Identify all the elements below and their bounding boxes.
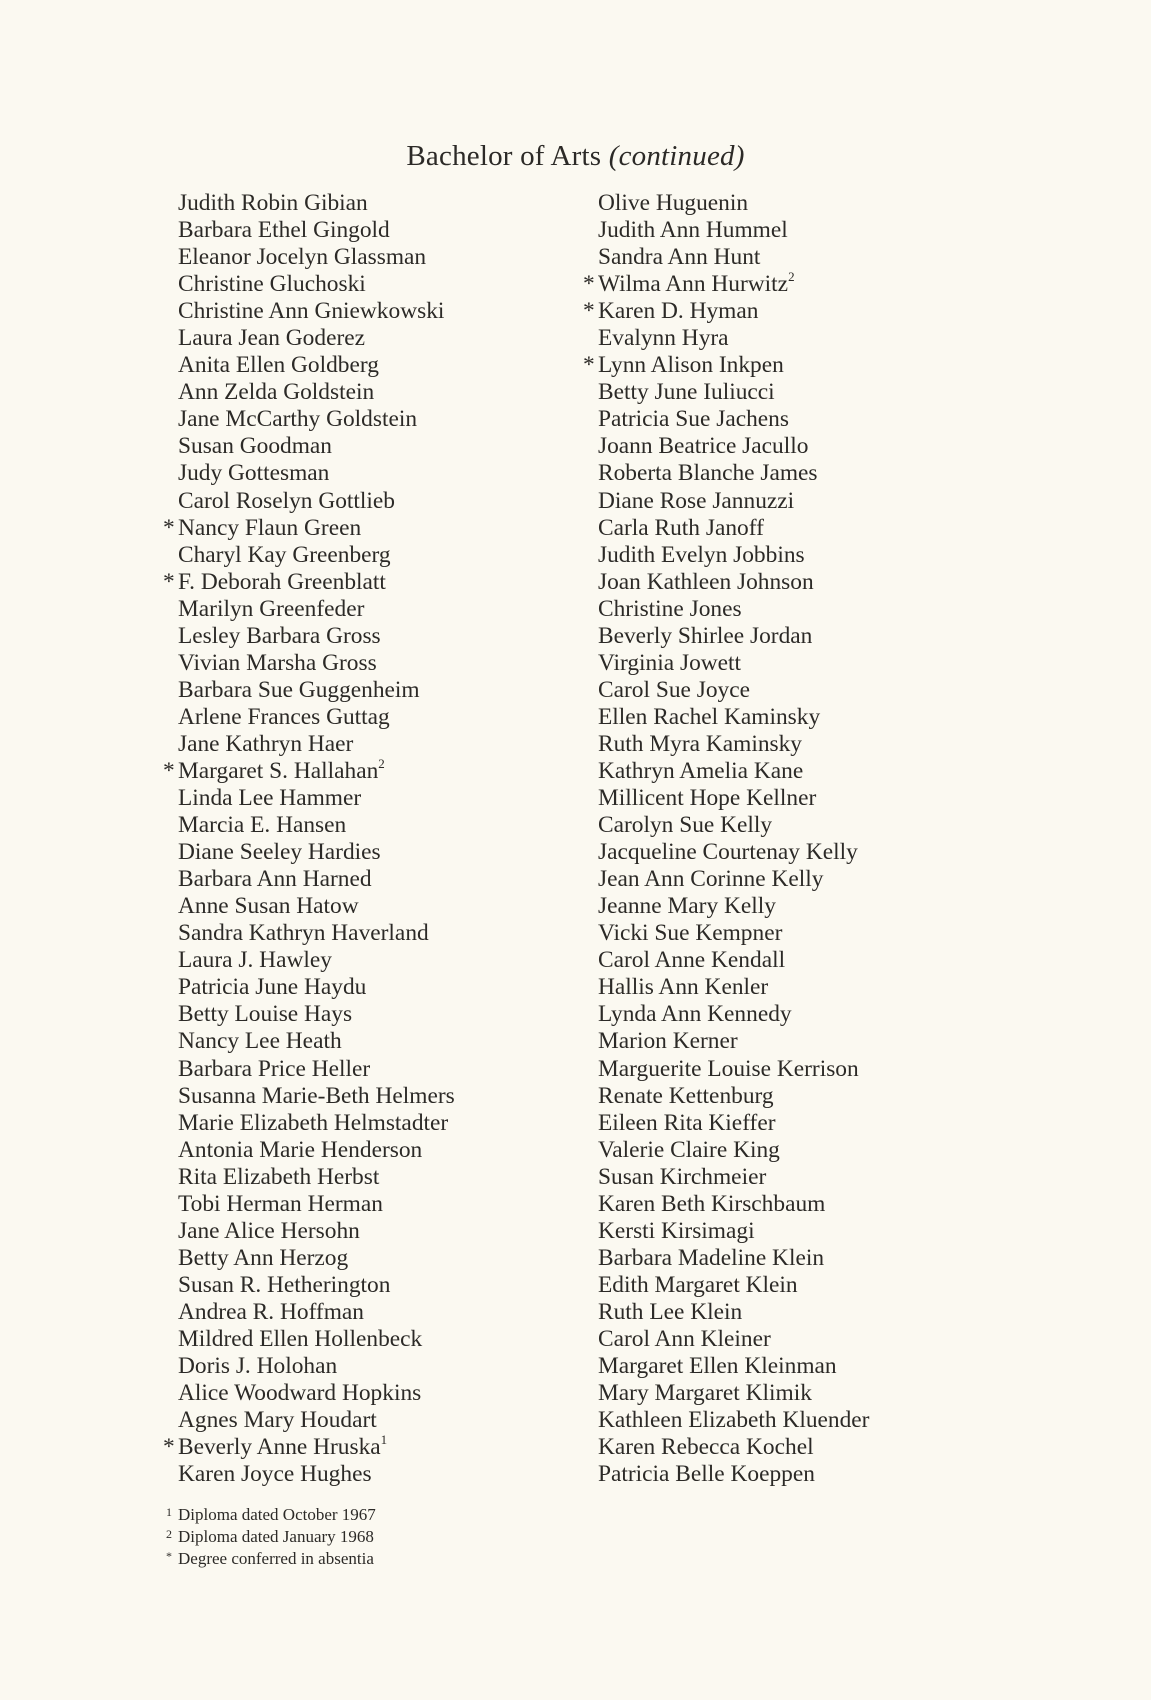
graduate-name-text: Carol Ann Kleiner: [598, 1325, 771, 1352]
graduate-name-text: Sandra Ann Hunt: [598, 244, 761, 271]
graduate-name-text: Vivian Marsha Gross: [178, 649, 377, 676]
graduate-name: [178, 1001, 455, 1028]
graduate-name-text: Patricia June Haydu: [178, 974, 367, 1001]
graduate-name: [178, 488, 455, 515]
footnote-text: Degree conferred in absentia: [178, 1549, 374, 1568]
graduate-name-text: Ruth Myra Kaminsky: [598, 730, 803, 757]
graduate-name: [178, 731, 455, 758]
graduate-name: [598, 596, 869, 623]
graduate-name: [598, 1353, 869, 1380]
graduate-name: [598, 515, 869, 542]
graduate-name: [178, 1056, 455, 1083]
graduate-name: [178, 623, 455, 650]
absentia-mark: *: [163, 514, 175, 541]
graduate-name-text: Edith Margaret Klein: [598, 1271, 798, 1298]
graduate-name-text: Betty Ann Herzog: [178, 1244, 349, 1271]
graduate-name-text: Patricia Sue Jachens: [598, 406, 789, 433]
graduate-name: [598, 217, 869, 244]
footnote-text: Diploma dated January 1968: [178, 1527, 374, 1546]
graduate-name: [598, 1218, 869, 1245]
page-heading: [0, 138, 1151, 174]
graduate-name: [598, 785, 869, 812]
graduate-name: [598, 1056, 869, 1083]
graduate-name: [178, 812, 455, 839]
graduate-name: [598, 920, 869, 947]
graduate-name-text: Margaret Ellen Kleinman: [598, 1353, 837, 1380]
graduate-name-text: Virginia Jowett: [598, 649, 742, 676]
graduate-name-text: Marilyn Greenfeder: [178, 595, 365, 622]
graduate-name-text: Eileen Rita Kieffer: [598, 1109, 776, 1136]
graduate-name: [598, 190, 869, 217]
graduate-name-text: Vicki Sue Kempner: [598, 920, 783, 947]
absentia-mark: *: [583, 271, 595, 298]
graduate-name: [583, 298, 869, 325]
graduate-name-text: Sandra Kathryn Haverland: [178, 920, 429, 947]
graduate-name-text: Judith Ann Hummel: [598, 217, 788, 244]
graduate-name-text: Diane Rose Jannuzzi: [598, 487, 795, 514]
graduate-name: [598, 866, 869, 893]
graduate-name-text: Marie Elizabeth Helmstadter: [178, 1109, 449, 1136]
graduate-name-text: Carol Anne Kendall: [598, 947, 786, 974]
graduate-name-text: Judy Gottesman: [178, 460, 330, 487]
graduate-name: [598, 488, 869, 515]
graduate-name: [598, 974, 869, 1001]
graduate-name: [178, 1218, 455, 1245]
graduate-name-text: Alice Woodward Hopkins: [178, 1380, 422, 1407]
graduate-name-text: Charyl Kay Greenberg: [178, 541, 391, 568]
graduate-name: [598, 893, 869, 920]
graduate-name: [598, 1164, 869, 1191]
graduate-name: [598, 1461, 869, 1488]
graduate-name-text: Mary Margaret Klimik: [598, 1380, 812, 1407]
graduate-name-text: Ruth Lee Klein: [598, 1298, 743, 1325]
graduate-name: [598, 542, 869, 569]
graduate-name-text: Arlene Frances Guttag: [178, 703, 390, 730]
absentia-mark: *: [583, 352, 595, 379]
graduate-name: [598, 650, 869, 677]
graduate-name: [178, 1164, 455, 1191]
graduate-name-text: Kathleen Elizabeth Kluender: [598, 1407, 870, 1434]
graduate-name: [178, 325, 455, 352]
graduate-name-text: Nancy Lee Heath: [178, 1028, 342, 1055]
graduate-name-text: Karen D. Hyman: [598, 298, 759, 325]
graduate-name-text: Karen Joyce Hughes: [178, 1461, 372, 1488]
graduate-name: [598, 1272, 869, 1299]
graduate-name-text: Marcia E. Hansen: [178, 812, 347, 839]
graduate-name-text: Susan R. Hetherington: [178, 1271, 391, 1298]
graduate-name: [178, 1461, 455, 1488]
graduate-name-text: Renate Kettenburg: [598, 1082, 774, 1109]
graduate-name: [178, 1380, 455, 1407]
graduate-name: [598, 325, 869, 352]
graduate-name: [598, 731, 869, 758]
graduate-name-text: Mildred Ellen Hollenbeck: [178, 1325, 423, 1352]
graduate-name-text: Lynda Ann Kennedy: [598, 1001, 792, 1028]
graduate-name-text: Susan Kirchmeier: [598, 1163, 767, 1190]
graduate-name: [598, 1137, 869, 1164]
graduate-name-text: Karen Beth Kirschbaum: [598, 1190, 826, 1217]
graduate-name-text: Valerie Claire King: [598, 1136, 780, 1163]
graduate-name: [178, 1299, 455, 1326]
graduate-name: [583, 269, 869, 298]
graduate-name-text: Judith Robin Gibian: [178, 190, 368, 216]
graduate-name-text: Carolyn Sue Kelly: [598, 812, 773, 839]
graduate-name: [178, 1137, 455, 1164]
names-column-right: [583, 190, 870, 1488]
graduate-name: [178, 704, 455, 731]
graduate-name-text: Laura J. Hawley: [178, 947, 332, 974]
graduate-name: [598, 1326, 869, 1353]
graduate-name-text: Kersti Kirsimagi: [598, 1217, 755, 1244]
graduate-name: [178, 298, 455, 325]
graduate-name: [178, 1028, 455, 1055]
graduate-name: [598, 1001, 869, 1028]
graduate-name: [598, 379, 869, 406]
graduate-name: [598, 677, 869, 704]
graduate-name: [598, 812, 869, 839]
graduate-name: [178, 542, 455, 569]
graduate-name-text: Jane Alice Hersohn: [178, 1217, 360, 1244]
graduate-name: [598, 244, 869, 271]
graduate-name: [178, 1191, 455, 1218]
graduate-name-text: Wilma Ann Hurwitz: [598, 271, 789, 298]
graduate-name: [163, 1432, 455, 1461]
graduate-name-text: Karen Rebecca Kochel: [598, 1434, 814, 1461]
graduate-name: [598, 758, 869, 785]
graduate-name-text: Beverly Anne Hruska: [178, 1434, 381, 1461]
graduate-name: [178, 866, 455, 893]
footnote: 2 Diploma dated January 1968: [166, 1527, 374, 1546]
graduate-name-text: Nancy Flaun Green: [178, 514, 362, 541]
graduate-name: [178, 1326, 455, 1353]
graduate-name-text: Carol Roselyn Gottlieb: [178, 487, 395, 514]
graduate-name-text: Ellen Rachel Kaminsky: [598, 703, 821, 730]
graduate-name: [598, 1407, 869, 1434]
graduate-name: [178, 217, 455, 244]
graduate-name: [178, 1407, 455, 1434]
graduate-name: [163, 514, 455, 542]
absentia-mark: *: [163, 568, 175, 595]
graduate-name-text: Jane Kathryn Haer: [178, 730, 354, 757]
graduate-name-text: Kathryn Amelia Kane: [598, 757, 804, 784]
graduate-name-text: Barbara Madeline Klein: [598, 1244, 825, 1271]
graduate-name-text: F. Deborah Greenblatt: [178, 568, 386, 595]
graduate-name-text: Roberta Blanche James: [598, 460, 818, 487]
graduate-name: [178, 1272, 455, 1299]
graduate-name-text: Jacqueline Courtenay Kelly: [598, 839, 858, 866]
graduate-name: [598, 1380, 869, 1407]
graduate-name: [178, 244, 455, 271]
graduate-name: [178, 1353, 455, 1380]
graduate-name-text: Antonia Marie Henderson: [178, 1136, 423, 1163]
graduate-name: [178, 596, 455, 623]
graduate-name-text: Betty Louise Hays: [178, 1001, 353, 1028]
graduate-name: [178, 974, 455, 1001]
graduate-name-text: Linda Lee Hammer: [178, 785, 362, 812]
graduate-name: [598, 569, 869, 596]
graduate-name-text: Andrea R. Hoffman: [178, 1298, 364, 1325]
graduate-name: [178, 839, 455, 866]
footnote-text: Diploma dated October 1967: [178, 1505, 376, 1524]
absentia-mark: *: [583, 298, 595, 325]
names-column-left: [163, 190, 455, 1488]
absentia-mark: *: [163, 1434, 175, 1461]
graduate-name-text: Carol Sue Joyce: [598, 676, 751, 703]
graduate-name: [178, 460, 455, 487]
graduate-name-text: Christine Jones: [598, 595, 742, 622]
graduate-name-text: Jeanne Mary Kelly: [598, 893, 776, 920]
graduate-name: [178, 1110, 455, 1137]
graduate-name: [178, 1245, 455, 1272]
graduate-name: [178, 190, 455, 217]
graduate-name: [178, 677, 455, 704]
graduate-name-text: Eleanor Jocelyn Glassman: [178, 244, 427, 271]
graduate-name: [598, 1083, 869, 1110]
heading-continued: (continued): [608, 140, 745, 172]
graduate-name-text: Anne Susan Hatow: [178, 893, 359, 920]
heading-title: Bachelor of Arts: [406, 140, 602, 172]
graduate-name: [178, 271, 455, 298]
graduate-name: [598, 1434, 869, 1461]
graduate-name-text: Jean Ann Corinne Kelly: [598, 866, 824, 893]
graduate-name-text: Ann Zelda Goldstein: [178, 379, 375, 406]
graduate-name-text: Marion Kerner: [598, 1028, 738, 1055]
graduate-name-text: Diane Seeley Hardies: [178, 839, 381, 866]
footnote: * Degree conferred in absentia: [166, 1549, 374, 1568]
graduate-name: [598, 406, 869, 433]
graduate-name-text: Lynn Alison Inkpen: [598, 352, 784, 379]
graduate-name-text: Carla Ruth Janoff: [598, 514, 764, 541]
graduate-name: [178, 785, 455, 812]
graduate-name-text: Barbara Sue Guggenheim: [178, 676, 420, 703]
graduate-name-text: Margaret S. Hallahan: [178, 757, 379, 784]
graduate-name-text: Agnes Mary Houdart: [178, 1407, 377, 1434]
graduate-name: [598, 1110, 869, 1137]
graduate-name-text: Lesley Barbara Gross: [178, 622, 381, 649]
graduate-name-text: Doris J. Holohan: [178, 1353, 338, 1380]
footnote-reference: 1: [380, 1432, 388, 1448]
graduate-name-text: Barbara Ann Harned: [178, 866, 372, 893]
graduate-name-text: Barbara Price Heller: [178, 1055, 371, 1082]
graduate-name: [598, 433, 869, 460]
graduate-name-text: Anita Ellen Goldberg: [178, 352, 379, 379]
graduate-name: [178, 893, 455, 920]
graduate-name-text: Hallis Ann Kenler: [598, 974, 769, 1001]
graduate-name: [178, 650, 455, 677]
footnote-reference: 2: [788, 269, 795, 285]
graduate-name-text: Rita Elizabeth Herbst: [178, 1163, 380, 1190]
graduate-name-text: Christine Gluchoski: [178, 271, 366, 298]
graduate-name-text: Susanna Marie-Beth Helmers: [178, 1082, 455, 1109]
graduate-name: [583, 352, 869, 379]
graduate-name-text: Joan Kathleen Johnson: [598, 568, 814, 595]
graduate-name: [598, 1028, 869, 1055]
graduate-name: [598, 704, 869, 731]
footnote-reference: 2: [378, 756, 385, 772]
absentia-mark: *: [163, 757, 175, 784]
graduate-name: [163, 756, 455, 785]
graduate-name: [598, 1245, 869, 1272]
graduate-name: [178, 947, 455, 974]
graduate-name-text: Barbara Ethel Gingold: [178, 217, 390, 244]
graduate-name-text: Laura Jean Goderez: [178, 325, 366, 352]
graduate-name: [598, 623, 869, 650]
graduate-name-text: Susan Goodman: [178, 433, 332, 460]
graduate-name-text: Judith Evelyn Jobbins: [598, 541, 805, 568]
graduate-name-text: Tobi Herman Herman: [178, 1190, 383, 1217]
graduate-name: [598, 947, 869, 974]
graduate-name: [178, 352, 455, 379]
graduate-name-text: Millicent Hope Kellner: [598, 785, 817, 812]
graduate-name: [598, 1191, 869, 1218]
graduate-name: [178, 1083, 455, 1110]
graduate-name: [598, 460, 869, 487]
graduate-name: [178, 920, 455, 947]
graduate-name-text: Patricia Belle Koeppen: [598, 1461, 815, 1488]
footnotes: [166, 1504, 376, 1570]
graduate-name-text: Olive Huguenin: [598, 190, 749, 216]
graduate-name-text: Beverly Shirlee Jordan: [598, 622, 813, 649]
graduate-name-text: Joann Beatrice Jacullo: [598, 433, 809, 460]
graduate-name-text: Jane McCarthy Goldstein: [178, 406, 418, 433]
graduate-name: [178, 379, 455, 406]
graduate-name-text: Christine Ann Gniewkowski: [178, 298, 445, 325]
graduate-name: [598, 839, 869, 866]
graduate-name-text: Evalynn Hyra: [598, 325, 729, 352]
graduate-name: [178, 433, 455, 460]
graduate-name: [598, 1299, 869, 1326]
graduate-name: [163, 568, 455, 596]
footnote: 1 Diploma dated October 1967: [166, 1505, 376, 1524]
graduate-name: [178, 406, 455, 433]
graduate-name-text: Marguerite Louise Kerrison: [598, 1055, 859, 1082]
graduate-name-text: Betty June Iuliucci: [598, 379, 775, 406]
